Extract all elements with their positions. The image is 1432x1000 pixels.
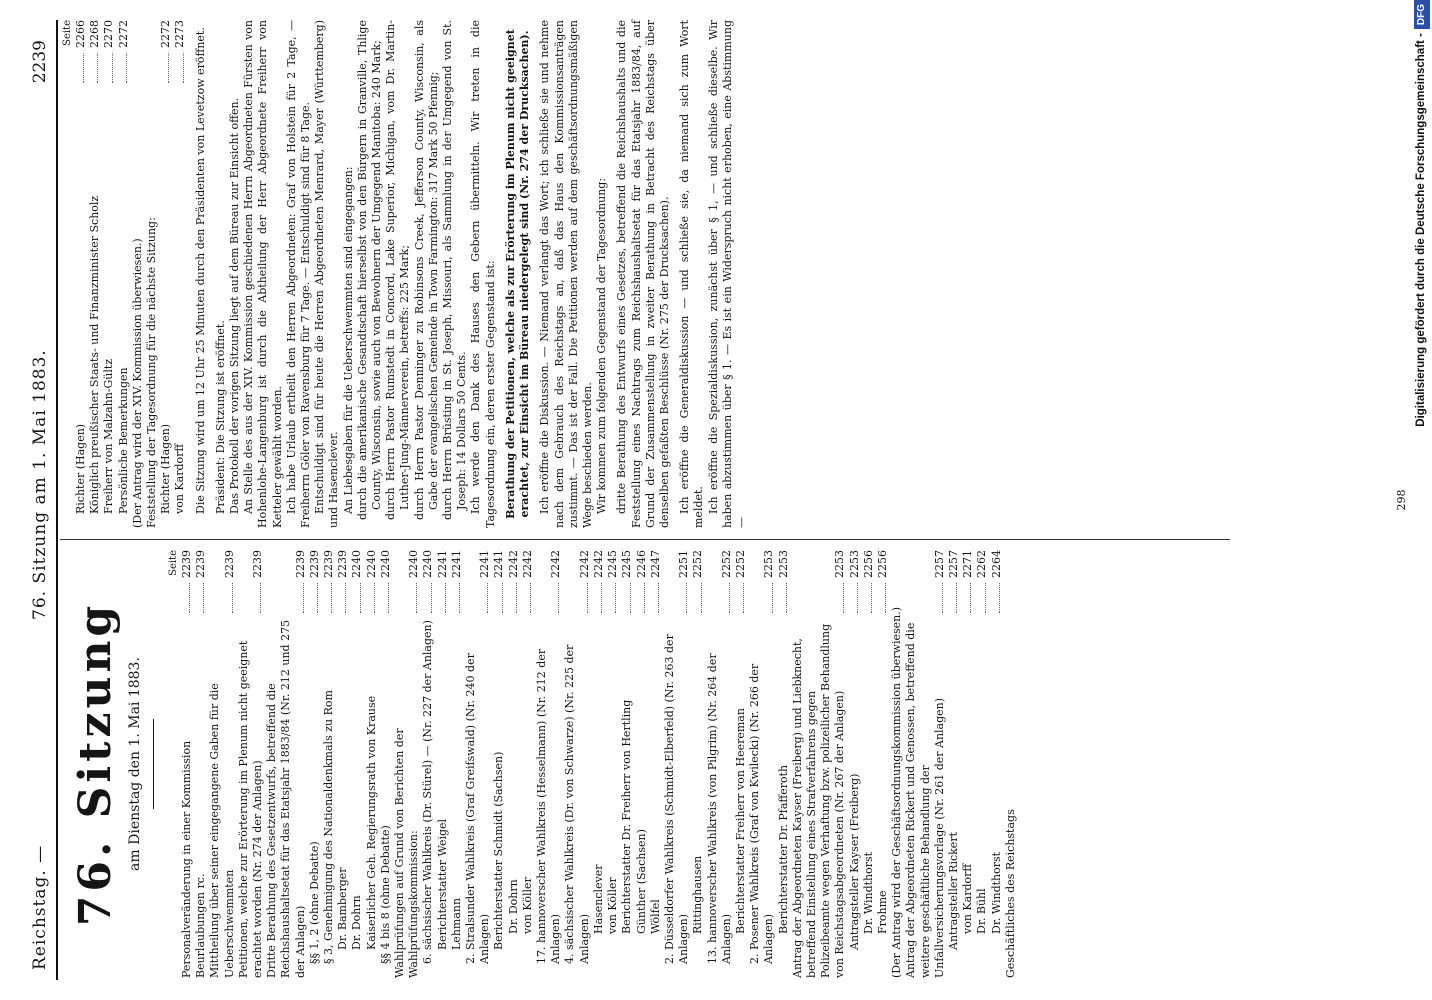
dfg-note-text: Digitalisierung gefördert durch die Deutsche Forschungsgemeinschaft - xyxy=(1415,33,1427,427)
toc-leader-dots xyxy=(729,583,730,613)
toc-leader-dots xyxy=(970,583,971,613)
toc-entry-text: Dritte Berathung des Gesetzentwurfs, betreffend die Reichshaushaltsetat für das Etatsjahr 1883/84 (Nr. 212 und 275 der Anlagen) xyxy=(265,619,307,978)
toc-entry-text: § 3, Genehmigung des Nationaldenkmals zu Rom xyxy=(322,690,336,964)
toc-entry-page: 2272 xyxy=(159,20,173,48)
toc-entry-text: Wahlprüfungen auf Grund von Berichten der Wahlprüfungskommission: xyxy=(393,728,421,978)
toc-entry xyxy=(791,550,848,978)
toc-entry-page: 2242 xyxy=(506,550,520,578)
toc-entry-text: Richter (Hagen) xyxy=(159,423,173,514)
toc-entry-text: Berichterstatter Schmidt (Sachsen) xyxy=(492,751,506,950)
toc-entry-page: 2242 xyxy=(549,550,563,578)
toc-entry-text: 2. Düsseldorfer Wahlkreis (Schmidt-Elberfeld) (Nr. 263 der Anlagen) xyxy=(662,634,691,964)
toc-leader-dots xyxy=(126,53,127,83)
seite-label-right: Seite xyxy=(62,20,73,46)
table-of-contents xyxy=(180,550,1018,978)
toc-leader-dots xyxy=(630,583,631,613)
session-text xyxy=(194,20,750,528)
toc-entry xyxy=(450,550,464,978)
paragraph: Ich werde den Dank des Hauses den Gebern übermitteln. Wir treten in die Tagesordnung ein, deren erster Gegenstand ist: xyxy=(469,20,497,528)
toc-leader-dots xyxy=(203,583,204,613)
toc-leader-dots xyxy=(658,583,659,613)
toc-entry-text: Königlich preußischer Staats- und Finanzminister Scholz xyxy=(88,195,102,514)
toc-entry-page: 2242 xyxy=(520,550,534,578)
toc-entry-text: Mittheilung über seiner eingegangene Gaben für die Ueberschwemmten xyxy=(208,683,236,978)
toc-leader-dots xyxy=(601,583,602,613)
paragraph: An Stelle des aus der XIV. Kommission geschiedenen Herrn Abgeordneten Fürsten von Hohenlohe-Langenburg ist durch die Abtheilung der Herr Abgeordnete Freiherr von Ketteler gewählt worden. xyxy=(242,20,284,528)
toc-entry-page: 2239 xyxy=(307,550,321,578)
toc-entry-page: 2239 xyxy=(336,550,350,578)
toc-entry-page: 2257 xyxy=(932,550,946,578)
toc-entry-page: 2240 xyxy=(364,550,378,578)
toc-entry xyxy=(563,550,591,978)
toc-entry-page: 2266 xyxy=(74,20,87,48)
toc-entry xyxy=(663,550,691,978)
toc-entry-page: 2242 xyxy=(591,550,605,578)
right-column xyxy=(62,20,749,528)
toc-leader-dots xyxy=(360,583,361,613)
toc-entry xyxy=(734,550,748,978)
toc-entry-page: 2253 xyxy=(833,550,847,578)
toc-entry-page: 2252 xyxy=(733,550,747,578)
toc-entry-page: 2256 xyxy=(875,550,889,578)
toc-leader-dots xyxy=(615,583,616,613)
toc-entry-page: 2262 xyxy=(975,550,989,578)
toc-entry-text: (Der Antrag wird der Geschäftsordnungskommission überwiesen.) xyxy=(890,606,904,978)
toc-entry-text: Persönliche Bemerkungen xyxy=(116,367,130,514)
paragraph: Die Sitzung wird um 12 Uhr 25 Minuten durch den Präsidenten von Levetzow eröffnet. xyxy=(193,27,207,514)
dfg-logo: DFG xyxy=(1414,0,1430,29)
toc-entry-page: 2239 xyxy=(194,550,208,578)
toc-entry-page: 2241 xyxy=(449,550,463,578)
toc-entry-page: 2246 xyxy=(634,550,648,578)
toc-entry xyxy=(947,550,961,978)
page-number: 2239 xyxy=(30,40,50,84)
toc-entry xyxy=(464,550,492,978)
toc-entry-text: 2. Stralsunder Wahlkreis (Graf Greifswald) (Nr. 240 der Anlagen) xyxy=(464,653,492,964)
paragraph: An Liebesgaben für die Ueberschwemmten sind eingegangen: xyxy=(341,166,355,514)
toc-entry-text: Petitionen, welche zur Erörterung im Plenum nicht geeignet erachtet worden (Nr. 274 der Anlagen) xyxy=(236,640,265,978)
toc-entry xyxy=(117,20,131,528)
toc-entry-text: 4. sächsischer Wahlkreis (Dr. von Schwarze) (Nr. 225 der Anlagen) xyxy=(563,644,591,964)
toc-entry xyxy=(691,550,705,978)
toc-leader-dots xyxy=(587,583,588,613)
toc-entry xyxy=(492,550,506,978)
toc-entry-text: Dr. Windthorst xyxy=(989,851,1003,934)
toc-leader-dots xyxy=(743,583,744,613)
running-header-title: 76. Sitzung am 1. Mai 1883. xyxy=(30,349,50,620)
toc-entry xyxy=(308,550,322,978)
paragraph: Ich eröffne die Generaldiskussion — und schließe sie, da niemand sich zum Wort meldet. xyxy=(678,20,706,528)
toc-entry-text: Feststellung der Tagesordnung für die nächste Sitzung: xyxy=(145,217,159,528)
toc-leader-dots xyxy=(83,53,84,83)
toc-entry-text: Antrag der Abgeordneten Kayser (Freiberg) und Liebknecht, betreffend Einstellung eines Strafverfahrens gegen Polizeibeamte wegen Verhaftung bzw. polizeilicher Behandlung von Reichstagsabgeordneten (Nr. 267 der Anlagen) xyxy=(790,623,847,978)
toc-entry-page: 2242 xyxy=(577,550,591,578)
signature-mark: 298 xyxy=(1395,489,1408,511)
toc-leader-dots xyxy=(516,583,517,613)
paragraph: Wir kommen zum folgenden Gegenstand der Tagesordnung: xyxy=(595,177,609,514)
toc-leader-dots xyxy=(871,583,872,613)
toc-entry-text: Dr. Dohrn xyxy=(350,895,364,950)
toc-entry xyxy=(350,550,364,978)
toc-leader-dots xyxy=(644,583,645,613)
toc-leader-dots xyxy=(843,583,844,613)
toc-entry xyxy=(237,550,265,978)
toc-entry-text: Hasenclever xyxy=(591,864,605,934)
toc-entry-text: Kaiserlicher Geh. Regierungsrath von Krause xyxy=(364,695,378,950)
toc-entry xyxy=(159,20,173,528)
toc-entry xyxy=(592,550,606,978)
toc-entry xyxy=(706,550,734,978)
toc-entry xyxy=(102,20,116,528)
toc-leader-dots xyxy=(701,583,702,613)
toc-entry-page: 2270 xyxy=(102,20,116,48)
toc-entry xyxy=(379,550,393,978)
toc-entry-text: Richter (Hagen) xyxy=(74,423,87,514)
paragraph: durch Herrn Pastor Denninger zu Robinsons Creek, Jefferson County, Wisconsin, als Gabe der evangelischen Gemeinde in Town Farmington: 317 Mark 50 Pfennig; xyxy=(412,20,440,520)
toc-entry-page: 2247 xyxy=(648,550,662,578)
toc-leader-dots xyxy=(786,583,787,613)
toc-entry xyxy=(975,550,989,978)
toc-entry-text: von Köller xyxy=(606,877,620,934)
toc-entry-text: §§ 1, 2 (ohne Debatte) xyxy=(307,841,321,964)
toc-entry-text: Günther (Sachsen) xyxy=(634,829,648,934)
toc-entry-page: 2257 xyxy=(946,550,960,578)
toc-entry-page: 2240 xyxy=(378,550,392,578)
toc-leader-dots xyxy=(374,583,375,613)
toc-entry xyxy=(862,550,876,978)
toc-entry xyxy=(535,550,563,978)
toc-entry xyxy=(748,550,776,978)
toc-entry-page: 2273 xyxy=(173,20,187,48)
toc-leader-dots xyxy=(956,583,957,613)
toc-leader-dots xyxy=(112,53,113,83)
toc-entry-page: 2239 xyxy=(222,550,236,578)
toc-entry-text: von Köller xyxy=(520,877,534,934)
toc-entry-text: 17. hannoverscher Wahlkreis (Hesselmann) (Nr. 212 der Anlagen) xyxy=(535,648,563,964)
toc-entry-text: Frohme xyxy=(875,890,889,934)
paragraph: durch Herrn Pastor Rumstedt in Concord, Lake Superior, Michigan, vom Dr. Martin-Luther-Jung-Männerverein, betreffs: 225 Mark; xyxy=(384,20,412,520)
toc-entry xyxy=(88,20,102,528)
toc-leader-dots xyxy=(189,583,190,613)
toc-entry xyxy=(521,550,535,978)
title-rule xyxy=(153,719,154,809)
toc-leader-dots xyxy=(942,583,943,613)
toc-leader-dots xyxy=(260,583,261,613)
toc-entry xyxy=(180,550,194,978)
toc-entry-text: Antrag der Abgeordneten Rickert und Genossen, betreffend die weitere geschäftliche Behandlung der Unfallversicherungsvorlage (Nr. 261 der Anlagen) xyxy=(904,622,946,978)
toc-entry xyxy=(848,550,862,978)
session-title: 76. Sitzung xyxy=(70,601,121,927)
toc-entry xyxy=(620,550,634,978)
toc-leader-dots xyxy=(772,583,773,613)
toc-entry-page: 2240 xyxy=(421,550,435,578)
toc-entry xyxy=(265,550,308,978)
toc-entry xyxy=(74,20,88,528)
toc-entry-text: Berichterstatter Dr. Pfafferoth xyxy=(776,764,790,934)
toc-leader-dots xyxy=(686,583,687,613)
toc-entry-page: 2253 xyxy=(847,550,861,578)
toc-entry-page: 2245 xyxy=(606,550,620,578)
toc-leader-dots xyxy=(999,583,1000,613)
toc-entry-page: 2252 xyxy=(691,550,705,578)
toc-entry-text: Wölfel xyxy=(648,899,662,934)
toc-leader-dots xyxy=(502,583,503,613)
toc-entry xyxy=(173,20,187,528)
toc-leader-dots xyxy=(885,583,886,613)
toc-entry-text: Freiherr von Malzahn-Gültz xyxy=(102,358,116,514)
toc-leader-dots xyxy=(445,583,446,613)
toc-entry-page: 2268 xyxy=(88,20,102,48)
toc-entry xyxy=(421,550,435,978)
session-date: am Dienstag den 1. Mai 1883. xyxy=(127,657,143,871)
toc-entry xyxy=(365,550,379,978)
toc-entry-page: 2241 xyxy=(492,550,506,578)
seite-label: Seite xyxy=(168,550,179,576)
toc-entry-page: 2239 xyxy=(251,550,265,578)
toc-entry xyxy=(904,550,947,978)
toc-entry xyxy=(145,20,159,528)
toc-entry-text: Berichterstatter Weigel xyxy=(435,818,449,950)
toc-leader-dots xyxy=(431,583,432,613)
toc-entry-text: 13. hannoverscher Wahlkreis (von Pilgrim) (Nr. 264 der Anlagen) xyxy=(705,653,733,964)
toc-entry xyxy=(606,550,620,978)
toc-entry xyxy=(336,550,350,978)
paragraph: Entschuldigt sind für heute die Herren Abgeordneten Menrard, Mayer (Württemberg) und Hasenclever. xyxy=(313,20,341,528)
toc-entry-text: Dr. Bamberger xyxy=(336,867,350,950)
toc-entry-text: von Kardorff xyxy=(961,863,975,934)
toc-leader-dots xyxy=(388,583,389,613)
toc-leader-dots xyxy=(232,583,233,613)
toc-leader-dots xyxy=(857,583,858,613)
toc-entry-text: Berichterstatter Freiherr von Heereman xyxy=(733,708,747,934)
toc-entry xyxy=(436,550,450,978)
toc-entry xyxy=(208,550,236,978)
paragraph: durch Herrn Brüsting in St. Joseph, Missouri, als Sammlung in der Umgegend von St. Joseph: 14 Dollars 50 Cents. xyxy=(441,20,469,520)
toc-leader-dots xyxy=(487,583,488,613)
toc-leader-dots xyxy=(985,583,986,613)
toc-entry xyxy=(1004,550,1018,978)
toc-leader-dots xyxy=(558,583,559,613)
toc-entry-page: 2239 xyxy=(322,550,336,578)
toc-entry xyxy=(990,550,1004,978)
toc-entry xyxy=(194,550,208,978)
toc-entry-page: 2251 xyxy=(677,550,691,578)
toc-entry-page: 2271 xyxy=(961,550,975,578)
toc-entry xyxy=(777,550,791,978)
toc-entry-page: 2253 xyxy=(776,550,790,578)
toc-entry-page: 2240 xyxy=(407,550,421,578)
running-header-left: Reichstag. — xyxy=(30,844,50,970)
toc-entry-text: Dr. Bühl xyxy=(975,888,989,934)
toc-entry-text: Rittinghausen xyxy=(691,855,705,934)
toc-entry-page: 2245 xyxy=(620,550,634,578)
toc-leader-dots xyxy=(303,583,304,613)
toc-entry xyxy=(890,550,904,978)
paragraph: durch die amerikanische Gesandtschaft hierselbst von den Bürgern in Granville, Thlige County, Wisconsin, sowie auch von Bewohnern der Umgegend Manitoba: 240 Mark; xyxy=(355,20,384,520)
toc-entry xyxy=(131,20,145,528)
toc-entry-text: (Der Antrag wird der XIV. Kommission überwiesen.) xyxy=(130,238,144,528)
toc-entry-text: von Kardorff xyxy=(173,443,187,514)
toc-entry-page: 2272 xyxy=(116,20,130,48)
paragraph: Berathung der Petitionen, welche als zur Erörterung im Plenum nicht geeignet erachtet, zur Einsicht im Büreau niedergelegt sind (Nr. 274 der Drucksachen). xyxy=(503,29,532,519)
dfg-margin-note xyxy=(1410,0,1432,1000)
paragraph: dritte Berathung des Entwurfs eines Gesetzes, betreffend die Reichshaushalts und die Feststellung eines Nachtrags zum Reichshaushaltsetat für das Etatsjahr 1883/84, auf Grund der Zusammenstellung in zweiter Berathung in Betracht des Reichstags über denselben gefaßten Beschlüsse (Nr. 275 der Drucksachen). xyxy=(615,20,671,528)
toc-leader-dots xyxy=(345,583,346,613)
toc-entry-page: 2241 xyxy=(478,550,492,578)
toc-entry xyxy=(507,550,521,978)
toc-entry-page: 2253 xyxy=(762,550,776,578)
toc-entry-text: Dr. Dohrn xyxy=(506,879,520,934)
toc-entry-page: 2239 xyxy=(293,550,307,578)
toc-entry-page: 2264 xyxy=(989,550,1003,578)
toc-entry-text: Lehmann xyxy=(449,897,463,950)
toc-entry-page: 2240 xyxy=(350,550,364,578)
paragraph: Präsident: Die Sitzung ist eröffnet. xyxy=(213,320,227,514)
toc-leader-dots xyxy=(317,583,318,613)
toc-entry-text: 2. Posener Wahlkreis (Graf von Kwilecki) (Nr. 266 der Anlagen) xyxy=(748,663,776,964)
toc-entry-text: Antragsteller Kayser (Freiberg) xyxy=(847,773,861,950)
toc-entry xyxy=(961,550,975,978)
left-column xyxy=(62,550,1018,978)
toc-entry xyxy=(393,550,421,978)
toc-leader-dots xyxy=(183,53,184,83)
toc-entry-text: 6. sächsischer Wahlkreis (Dr. Stürel) — (Nr. 227 der Anlagen) xyxy=(421,620,435,964)
toc-entry-text: Dr. Windthorst xyxy=(861,851,875,934)
toc-entry xyxy=(876,550,890,978)
header-rule xyxy=(56,20,58,980)
toc-entry-page: 2239 xyxy=(180,550,193,578)
toc-leader-dots xyxy=(459,583,460,613)
toc-entry-text: Personalveränderung in einer Kommission xyxy=(180,740,193,978)
paragraph: Ich habe Urlaub ertheilt den Herren Abgeordneten: Graf von Holstein für 2 Tage, — Freiherrn Göler von Ravensburg für 7 Tage. — Entschuldigt sind für 8 Tage. xyxy=(284,20,313,528)
toc-leader-dots xyxy=(331,583,332,613)
toc-entry xyxy=(649,550,663,978)
toc-leader-dots xyxy=(168,53,169,83)
toc-entry-page: 2241 xyxy=(435,550,449,578)
toc-leader-dots xyxy=(416,583,417,613)
toc-entry-text: Antragsteller Rickert xyxy=(946,832,960,950)
toc-entry-text: Beurlaubungen rc. xyxy=(194,873,208,978)
toc-entry xyxy=(635,550,649,978)
toc-leader-dots xyxy=(97,53,98,83)
column-divider xyxy=(60,539,1230,540)
toc-leader-dots xyxy=(530,583,531,613)
table-of-contents-continued xyxy=(74,20,188,528)
paragraph: Ich eröffne die Spezialdiskussion, zunächst über § 1, — und schließe dieselbe. Wir haben abzustimmen über § 1. — Es ist ein Widerspruch nicht erhoben, eine Abstimmung — xyxy=(706,20,748,528)
paragraph: Ich eröffne die Diskussion. — Niemand verlangt das Wort; ich schließe sie und nehme nach dem Gebrauch des Reichstags an, daß das Haus den Kommissionsanträgen zustimmt. — Das ist der Fall. Die Petitionen werden auf dem geschäftsordnungsmäßigen Wege beschieden werden. xyxy=(538,20,594,528)
toc-entry-text: Geschäftliches des Reichstags xyxy=(1003,809,1017,978)
toc-entry-page: 2252 xyxy=(719,550,733,578)
toc-entry-text: §§ 4 bis 8 (ohne Debatte) xyxy=(378,825,392,964)
toc-entry xyxy=(322,550,336,978)
toc-entry-text: Berichterstatter Dr. Freiherr von Hertling xyxy=(620,699,634,934)
paragraph: Das Protokoll der vorigen Sitzung liegt auf dem Büreau zur Einsicht offen. xyxy=(228,97,242,514)
toc-entry-page: 2256 xyxy=(861,550,875,578)
